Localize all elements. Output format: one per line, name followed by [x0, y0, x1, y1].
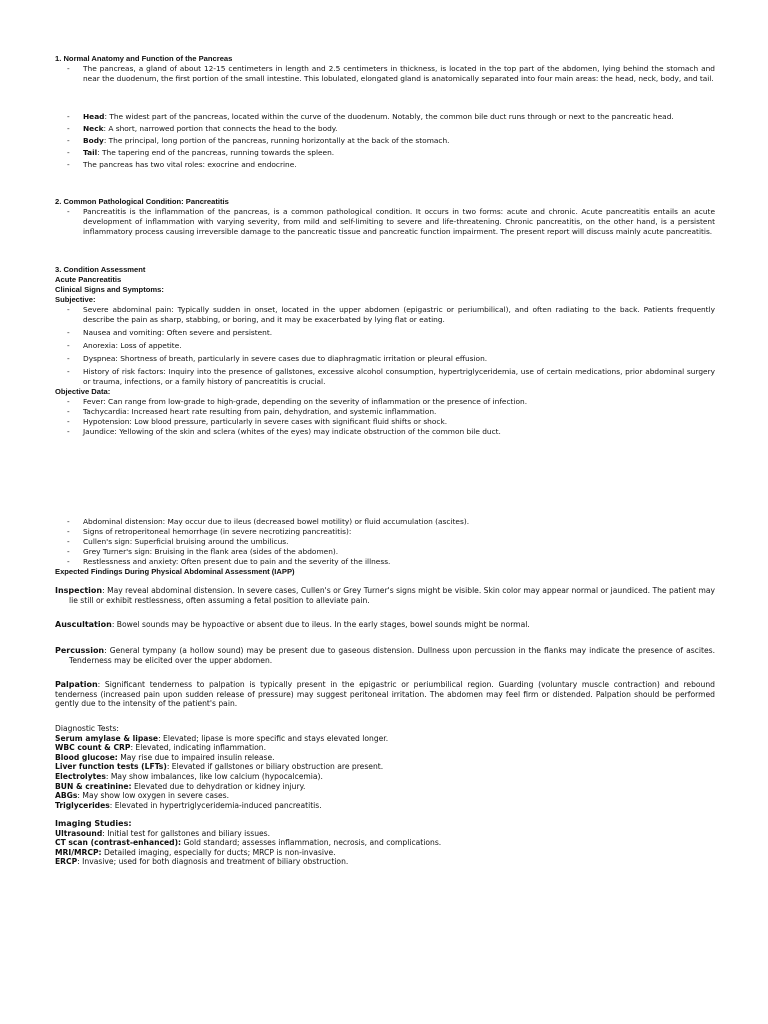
section-pathology — [55, 197, 715, 237]
definition: : General tympany (a hollow sound) may be present due to gaseous distension. Dullness upon percussion in the flanks may indicate the presence of ascites. Tenderness may be elicited over the upper abdomen. — [69, 646, 715, 665]
exam-findings — [55, 620, 715, 630]
term: Ultrasound — [55, 828, 103, 838]
term: ERCP — [55, 857, 78, 867]
bullet-item: - Dyspnea: Shortness of breath, particularly in severe cases due to diaphragmatic irritation or pleural effusion. — [55, 354, 715, 364]
bullet-item: - Hypotension: Low blood pressure, particularly in severe cases with significant fluid shifts or shock. — [55, 417, 715, 427]
definition: Detailed imaging, especially for ducts; MRCP is non-invasive. — [101, 847, 336, 857]
bullet-item — [55, 136, 715, 146]
definition: : The principal, long portion of the pancreas, running horizontally at the back of the stomach. — [103, 136, 450, 145]
subheading: Objective Data: — [55, 387, 111, 396]
definition: : A short, narrowed portion that connects the head to the body. — [103, 124, 338, 133]
definition: : Initial test for gallstones and biliary issues. — [102, 828, 271, 838]
diagnostic-tests — [55, 724, 715, 810]
exam-findings — [55, 680, 715, 709]
term: Electrolytes — [55, 771, 106, 781]
term: Tail — [83, 148, 98, 157]
auscultation-paragraph — [55, 620, 715, 630]
term: Liver function tests (LFTs) — [55, 762, 167, 772]
section-anatomy — [55, 54, 715, 84]
definition: : Bowel sounds may be hypoactive or absent due to ileus. In the early stages, bowel sounds might be normal. — [111, 620, 530, 629]
bullet-item: - History of risk factors: Inquiry into the presence of gallstones, excessive alcohol consumption, hypertriglyceridemia, use of certain medications, prior abdominal surgery or trauma, infections, or a family history of pancreatitis is crucial. — [55, 367, 715, 387]
subheading: Acute Pancreatitis — [55, 275, 122, 284]
exam-findings — [55, 586, 715, 605]
term: MRI/MRCP: — [55, 847, 102, 857]
term: CT scan (contrast-enhanced): — [55, 838, 182, 848]
list-item — [55, 734, 715, 744]
list-item — [55, 801, 715, 811]
bullet-item: - Grey Turner's sign: Bruising in the flank area (sides of the abdomen). — [55, 547, 715, 557]
list-item — [55, 762, 715, 772]
definition: Elevated due to dehydration or kidney injury. — [131, 781, 306, 791]
definition: : Significant tenderness to palpation is typically present in the epigastric or periumbilical region. Guarding (voluntary muscle contraction) and rebound tenderness (increased pain upon sudden release of pressure) may suggest peritoneal irritation. The abdomen may feel firm or distended. Palpation should be performed gently due to the intensity of the patient's pain. — [55, 680, 715, 709]
bullet-item: - Tachycardia: Increased heart rate resulting from pain, dehydration, and systemic inflammation. — [55, 407, 715, 417]
list-item — [55, 848, 715, 858]
definition: : Invasive; used for both diagnosis and treatment of biliary obstruction. — [77, 857, 349, 867]
bullet-item: - The pancreas has two vital roles: exocrine and endocrine. — [55, 160, 715, 170]
term: Percussion — [55, 646, 105, 655]
imaging-studies — [55, 819, 715, 867]
definition: : Elevated in hypertriglyceridemia-induced pancreatitis. — [109, 800, 322, 810]
subheading: Subjective: — [55, 295, 96, 304]
list-item — [55, 791, 715, 801]
definition: : Elevated; lipase is more specific and stays elevated longer. — [158, 733, 389, 743]
term: BUN & creatinine: — [55, 781, 132, 791]
objective-continued-list — [55, 517, 715, 577]
term: Triglycerides — [55, 800, 110, 810]
palpation-paragraph — [55, 680, 715, 709]
definition: : The widest part of the pancreas, located within the curve of the duodenum. Notably, the common bile duct runs through or next to the pancreatic head. — [104, 112, 674, 121]
term: Blood glucose: — [55, 752, 118, 762]
section-assessment — [55, 265, 715, 437]
section-heading: 1. Normal Anatomy and Function of the Pancreas — [55, 54, 233, 63]
bullet-item: - Restlessness and anxiety: Often present due to pain and the severity of the illness. — [55, 557, 715, 567]
subheading: Clinical Signs and Symptoms: — [55, 285, 164, 294]
definition: : The tapering end of the pancreas, running towards the spleen. — [97, 148, 335, 157]
subheading: Expected Findings During Physical Abdominal Assessment (IAPP) — [55, 567, 295, 576]
list-item — [55, 782, 715, 792]
pancreas-parts-list — [55, 112, 715, 170]
definition: : May show low oxygen in severe cases. — [77, 791, 230, 801]
inspection-paragraph — [55, 586, 715, 605]
term: Auscultation — [55, 620, 112, 629]
bullet-item: - Pancreatitis is the inflammation of the pancreas, is a common pathological condition. It occurs in two forms: acute and chronic. Acute pancreatitis entails an acute development of inflammation with varying severity, from mild and self-limiting to severe and life-threatening. Chronic pancreatitis, on the other hand, is a persistent inflammatory process causing irreversible damage to the pancreatic tissue and pancreatic function impairment. The present report will discuss mainly acute pancreatitis. — [55, 207, 715, 237]
term: ABGs — [55, 791, 78, 801]
term: Inspection — [55, 586, 103, 595]
definition: Gold standard; assesses inflammation, necrosis, and complications. — [181, 838, 442, 848]
definition: : Elevated, indicating inflammation. — [130, 743, 267, 753]
bullet-item: - Severe abdominal pain: Typically sudden in onset, located in the upper abdomen (epigastric or periumbilical), and often radiating to the back. Patients frequently describe the pain as sharp, stabbing, or boring, and it may be exacerbated by lying flat or eating. — [55, 305, 715, 325]
bullet-item: - Signs of retroperitoneal hemorrhage (in severe necrotizing pancreatitis): — [55, 527, 715, 537]
list-item — [55, 753, 715, 763]
percussion-paragraph — [55, 646, 715, 665]
bullet-item: - The pancreas, a gland of about 12-15 centimeters in length and 2.5 centimeters in thickness, is located in the top part of the abdomen, lying behind the stomach and near the duodenum, the first portion of the small intestine. This lobulated, elongated gland is anatomically separated into four main areas: the head, neck, body, and tail. — [55, 64, 715, 84]
term: Body — [83, 136, 104, 145]
bullet-item: - Cullen's sign: Superficial bruising around the umbilicus. — [55, 537, 715, 547]
definition: : May reveal abdominal distension. In severe cases, Cullen's or Grey Turner's signs might be visible. Skin color may appear normal or jaundiced. The patient may lie still or exhibit restlessness, often assuming a fetal position to alleviate pain. — [69, 586, 715, 605]
term: Neck — [83, 124, 104, 133]
term: WBC count & CRP — [55, 743, 131, 753]
list-item — [55, 743, 715, 753]
bullet-item — [55, 112, 715, 122]
term: Serum amylase & lipase — [55, 733, 159, 743]
bullet-item: - Jaundice: Yellowing of the skin and sclera (whites of the eyes) may indicate obstruction of the common bile duct. — [55, 427, 715, 437]
bullet-item — [55, 148, 715, 158]
section-heading: 2. Common Pathological Condition: Pancreatitis — [55, 197, 229, 206]
subheading: Diagnostic Tests: — [55, 724, 119, 733]
bullet-item — [55, 124, 715, 134]
term: Palpation — [55, 680, 98, 689]
bullet-item: - Anorexia: Loss of appetite. — [55, 341, 715, 351]
list-item — [55, 857, 715, 867]
section-heading: 3. Condition Assessment — [55, 265, 146, 274]
exam-findings — [55, 646, 715, 665]
bullet-item: - Nausea and vomiting: Often severe and persistent. — [55, 328, 715, 338]
term: Head — [83, 112, 105, 121]
definition: : May show imbalances, like low calcium (hypocalcemia). — [105, 771, 323, 781]
list-item — [55, 829, 715, 839]
list-item — [55, 838, 715, 848]
definition: May rise due to impaired insulin release. — [117, 752, 275, 762]
bullet-item: - Fever: Can range from low-grade to high-grade, depending on the severity of inflammation or the presence of infection. — [55, 397, 715, 407]
definition: : Elevated if gallstones or biliary obstruction are present. — [166, 762, 384, 772]
list-item — [55, 772, 715, 782]
subheading: Imaging Studies: — [55, 819, 132, 828]
bullet-item: - Abdominal distension: May occur due to ileus (decreased bowel motility) or fluid accumulation (ascites). — [55, 517, 715, 527]
